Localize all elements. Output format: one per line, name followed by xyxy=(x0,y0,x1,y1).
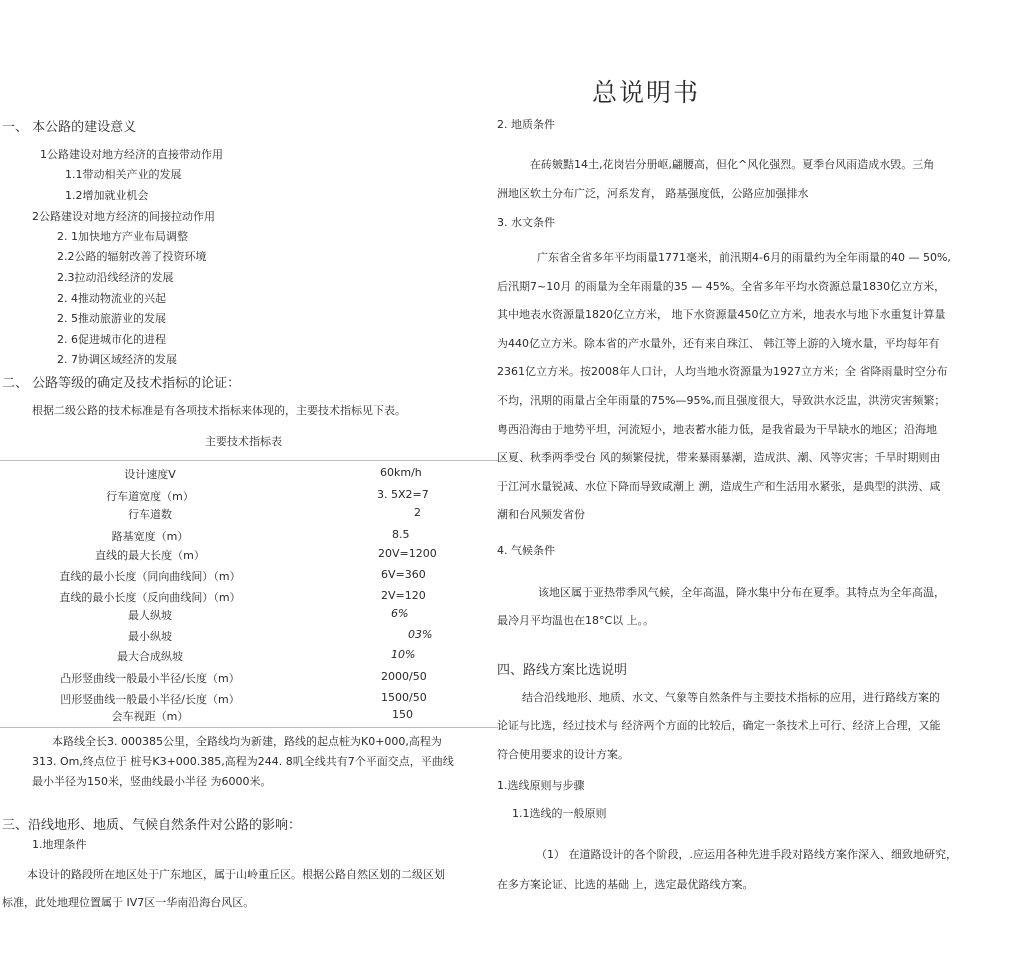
route-paragraph-line: 最小半径为150米，竖曲线最小半径 为6000米。 xyxy=(32,775,272,788)
paragraph-line: 结合沿线地形、地质、水文、气象等自然条件与主要技术指标的应用，进行路线方案的 xyxy=(522,691,940,704)
section-3-heading: 三、沿线地形、地质、气候自然条件对公路的影响： xyxy=(2,818,302,833)
subsection-heading: 1.地理条件 xyxy=(32,838,87,851)
table-title: 主要技术指标表 xyxy=(205,435,282,448)
table-cell-name: 最人纵坡 xyxy=(128,609,172,622)
list-item: 2. 5推动旅游业的发展 xyxy=(57,312,166,325)
table-cell-value: 20V=1200 xyxy=(378,547,437,560)
table-cell-name: 直线的最大长度（m） xyxy=(95,549,205,562)
table-cell-name: 行车道宽度（m） xyxy=(106,490,194,503)
paragraph-line: 在砖皴黠14土,花岗岩分册岖,翩腰高，但化^风化强烈。夏季台风雨造成水毁。三角 xyxy=(530,158,935,171)
section-4-heading: 四、路线方案比选说明 xyxy=(497,663,628,678)
page-title: 总说明书 xyxy=(592,78,701,107)
table-cell-value: 2000/50 xyxy=(381,670,427,683)
table-cell-value: 3. 5X2=7 xyxy=(377,488,429,501)
table-cell-name: 直线的最小长度（同向曲线间）（m） xyxy=(59,570,241,583)
paragraph-line: 广东省全省多年平均雨量1771毫米，前汛期4-6月的雨量约为全年雨量的40 — 50%, xyxy=(537,251,951,264)
section-2-intro: 根据二级公路的技术标准是有各项技术指标来体现的，主要技术指标见下表。 xyxy=(32,404,406,417)
table-cell-value: 6V=360 xyxy=(381,568,426,581)
paragraph-line: 符合使用要求的设计方案。 xyxy=(497,748,629,761)
list-item: 2. 7协调区域经济的发展 xyxy=(57,353,177,366)
paragraph-line: 2361亿立方米。按2008年人口计，人均当地水资源量为1927立方米；全 省降雨量时空分布 xyxy=(497,365,948,379)
table-cell-name: 行车道数 xyxy=(128,508,172,521)
table-cell-name: 最大合成纵坡 xyxy=(117,650,183,663)
list-item: 2. 4推动物流业的兴起 xyxy=(57,292,166,305)
paragraph-line: 该地区属于亚热带季风气候，全年高温，降水集中分布在夏季。其特点为全年高温， xyxy=(538,586,945,599)
paragraph-line: 区夏、秋季两季受台 风的频繁侵扰，带来暴雨暴潮，造成洪、潮、风等灾害；千旱时期则由 xyxy=(497,451,941,465)
table-cell-value: 6% xyxy=(391,607,409,620)
paragraph-line: 粤西沿海由于地势平坦，河流短小，地表蓄水能力低，是我省最为干旱缺水的地区；沿海地 xyxy=(497,422,937,436)
paragraph-line: 后汛期7~10月 的雨量为全年雨量的35 — 45%。全省多年平均水资源总量1830亿立方米， xyxy=(497,279,946,293)
hydrology-heading: 3. 水文条件 xyxy=(497,216,555,229)
paragraph-line: 为440亿立方米。除本省的产水量外，还有来自珠江、 韩江等上游的入境水量，平均每年有 xyxy=(497,336,940,350)
paragraph-line: 洲地区软土分布广泛，河系发育， 路基强度低，公路应加强排水 xyxy=(497,187,809,200)
paragraph-line: 潮和台风频发省份 xyxy=(497,508,585,522)
section-2-heading: 二、 公路等级的确定及技术指标的论证： xyxy=(2,376,241,391)
table-cell-value: 150 xyxy=(392,708,413,721)
list-item: 2. 1加快地方产业布局调整 xyxy=(57,230,188,243)
table-cell-name: 凸形竖曲线一般最小半径/长度（m） xyxy=(60,672,240,685)
list-item: 2公路建设对地方经济的间接拉动作用 xyxy=(32,210,215,223)
paragraph-line: 其中地表水资源量1820亿立方米， 地下水资源量450亿立方米，地表水与地下水重复计算量 xyxy=(497,308,946,322)
table-cell-name: 会车视距（m） xyxy=(111,710,189,723)
route-paragraph-line: 本路线全长3. 000385公里，全路线均为新建，路线的起点桩为K0+000,高程为 xyxy=(52,735,442,748)
paragraph-line: （1） 在道路设计的各个阶段，.应运用各种先进手段对路线方案作深入、细致地研究， xyxy=(536,848,957,861)
table-cell-value: 8.5 xyxy=(392,528,410,541)
table-cell-value: 1500/50 xyxy=(381,691,427,704)
route-paragraph-line: 313. Om,终点位于 桩号K3+000.385,高程为244. 8叽全线共有7个平面交点，平曲线 xyxy=(32,755,454,768)
table-cell-name: 路基宽度（m） xyxy=(111,530,189,543)
paragraph-line: 本设计的路段所在地区处于广东地区，属于山岭重丘区。根据公路自然区划的二级区划 xyxy=(27,868,445,881)
table-cell-value: 2V=120 xyxy=(381,589,426,602)
geology-heading: 2. 地质条件 xyxy=(497,118,555,131)
table-cell-value: 03% xyxy=(408,628,433,641)
list-item: 2.3拉动沿线经济的发展 xyxy=(57,271,174,284)
table-cell-name: 直线的最小长度（反向曲线间）（m） xyxy=(59,591,241,604)
table-cell-name: 最小纵坡 xyxy=(128,630,172,643)
list-item: 1.2增加就业机会 xyxy=(65,189,149,202)
subsection-heading: 1.1选线的一般原则 xyxy=(512,807,607,820)
paragraph-line: 不均，汛期的雨量占全年雨量的75%—95%,而且强度很大，导致洪水泛盅，洪涝灾害频繁； xyxy=(497,394,946,407)
table-cell-value: 10% xyxy=(391,648,416,661)
table-cell-name: 凹形竖曲线一般最小半径/长度（m） xyxy=(60,693,240,706)
table-cell-value: 2 xyxy=(414,506,421,519)
paragraph-line: 标准，此处地理位置属于 IV7区一华南沿海台风区。 xyxy=(2,896,255,909)
paragraph-line: 论证与比选，经过技术与 经济两个方面的比较后，确定一条技术上可行、经济上合理，又能 xyxy=(497,719,941,732)
table-cell-name: 设计速度V xyxy=(124,468,176,481)
paragraph-line: 在多方案论证、比选的基础 上，选定最优路线方案。 xyxy=(497,878,754,891)
climate-heading: 4. 气候条件 xyxy=(497,544,555,557)
section-1-heading: 一、 本公路的建设意义 xyxy=(2,120,137,135)
list-item: 2.2公路的辐射改善了投资环境 xyxy=(57,250,207,263)
list-item: 2. 6促进城市化的进程 xyxy=(57,333,166,346)
table-bottom-rule xyxy=(0,727,498,728)
paragraph-line: 于江河水量锐减、水位下降而导致咸潮上 溯，造成生产和生活用水紧张，是典型的洪涝、咸 xyxy=(497,479,941,493)
list-item: 1公路建设对地方经济的直接带动作用 xyxy=(40,148,223,161)
subsection-heading: 1.选线原则与步骤 xyxy=(497,779,585,792)
table-top-rule xyxy=(0,460,498,461)
list-item: 1.1带动相关产业的发展 xyxy=(65,168,182,181)
table-cell-value: 60km/h xyxy=(380,466,422,479)
paragraph-line: 最冷月平均温也在18°C以 上。。 xyxy=(497,614,655,627)
